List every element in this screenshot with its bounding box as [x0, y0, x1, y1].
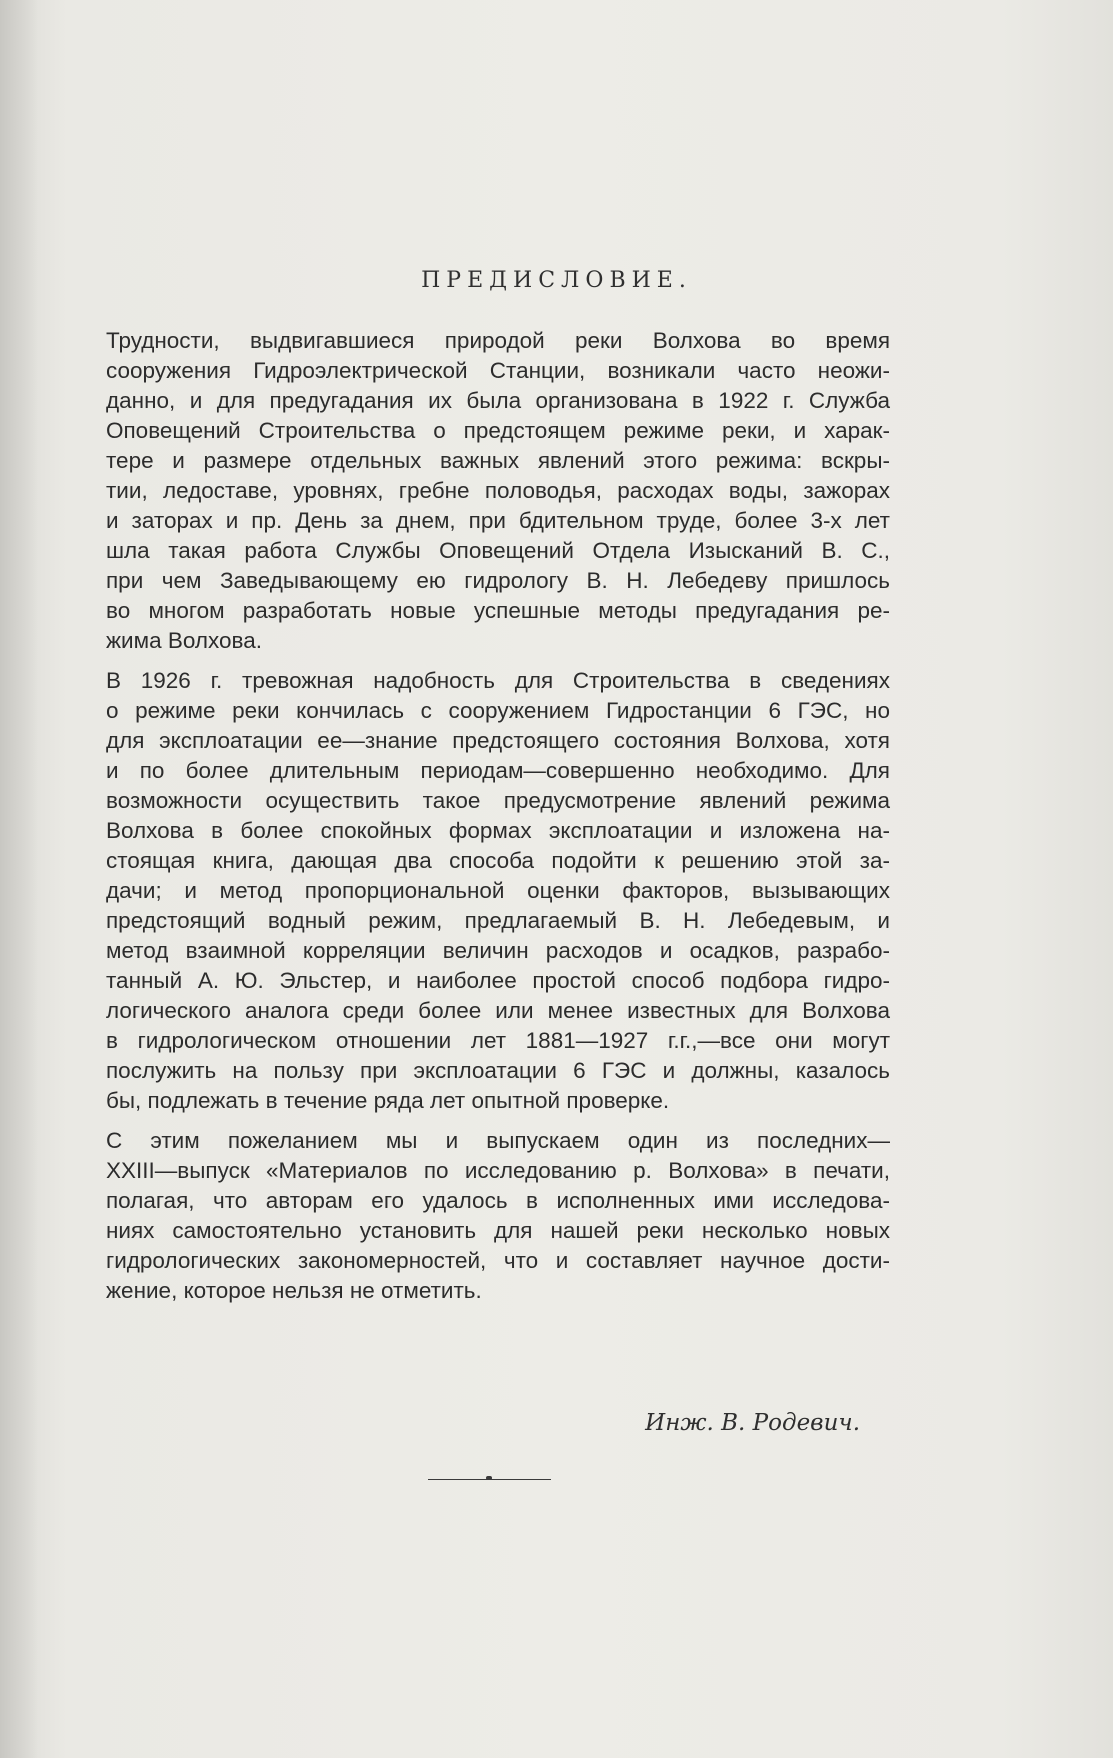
text-line: Оповещений Строительства о предстоящем режиме реки, и харак- [106, 418, 890, 443]
text-line: бы, подлежать в течение ряда лет опытной проверке. [106, 1088, 670, 1113]
text-line: В 1926 г. тревожная надобность для Строительства в сведениях [106, 668, 890, 693]
page-spine-shadow [0, 0, 38, 1758]
text-line: в гидрологическом отношении лет 1881—1927 г.г.,—все они могут [106, 1028, 890, 1053]
text-line: ниях самостоятельно установить для нашей реки несколько новых [106, 1218, 890, 1243]
text-line: возможности осуществить такое предусмотрение явлений режима [106, 788, 890, 813]
text-line: шла такая работа Службы Оповещений Отдела Изысканий В. С., [106, 538, 890, 563]
text-line: жение, которое нельзя не отметить. [106, 1278, 482, 1303]
paragraph [70, 326, 890, 656]
paragraph [70, 666, 890, 1116]
text-line: полагая, что авторам его удалось в исполненных ими исследова- [106, 1188, 890, 1213]
text-line: Волхова в более спокойных формах эксплоатации и изложена на- [106, 818, 890, 843]
text-line: стоящая книга, дающая два способа подойти к решению этой за- [106, 848, 890, 873]
text-line: С этим пожеланием мы и выпускаем один из последних— [106, 1128, 890, 1153]
text-line: тии, ледоставе, уровнях, гребне половодья, расходах воды, зажорах [106, 478, 890, 503]
text-line: сооружения Гидроэлектрической Станции, возникали часто неожи- [106, 358, 890, 383]
text-line: XXIII—выпуск «Материалов по исследованию р. Волхова» в печати, [106, 1158, 890, 1183]
text-line: и по более длительным периодам—совершенно необходимо. Для [106, 758, 890, 783]
text-line: данно, и для предугадания их была организована в 1922 г. Служба [106, 388, 890, 413]
decorative-rule-ornament [486, 1476, 492, 1480]
text-line: дачи; и метод пропорциональной оценки факторов, вызывающих [106, 878, 890, 903]
text-line: при чем Заведывающему ею гидрологу В. Н. Лебедеву пришлось [106, 568, 890, 593]
text-line: о режиме реки кончилась с сооружением Гидростанции 6 ГЭС, но [106, 698, 890, 723]
text-line: и заторах и пр. День за днем, при бдительном труде, более 3-х лет [106, 508, 890, 533]
text-line: метод взаимной корреляции величин расходов и осадков, разрабо- [106, 938, 890, 963]
page-heading: ПРЕДИСЛОВИЕ. [421, 268, 692, 293]
text-line: Трудности, выдвигавшиеся природой реки Волхова во время [106, 328, 890, 353]
author-signature: Инж. В. Родевич. [645, 1410, 860, 1436]
paragraph [70, 1126, 890, 1306]
text-line: гидрологических закономерностей, что и составляет научное дости- [106, 1248, 890, 1273]
text-line: жима Волхова. [106, 628, 262, 653]
preface-body [70, 326, 890, 1316]
text-line: тере и размере отдельных важных явлений этого режима: вскры- [106, 448, 890, 473]
text-line: танный А. Ю. Эльстер, и наиболее простой способ подбора гидро- [106, 968, 890, 993]
text-line: предстоящий водный режим, предлагаемый В. Н. Лебедевым, и [106, 908, 890, 933]
text-line: послужить на пользу при эксплоатации 6 ГЭС и должны, казалось [106, 1058, 890, 1083]
text-line: для эксплоатации ее—знание предстоящего состояния Волхова, хотя [106, 728, 890, 753]
text-line: логического аналога среди более или менее известных для Волхова [106, 998, 890, 1023]
text-line: во многом разработать новые успешные методы предугадания ре- [106, 598, 890, 623]
